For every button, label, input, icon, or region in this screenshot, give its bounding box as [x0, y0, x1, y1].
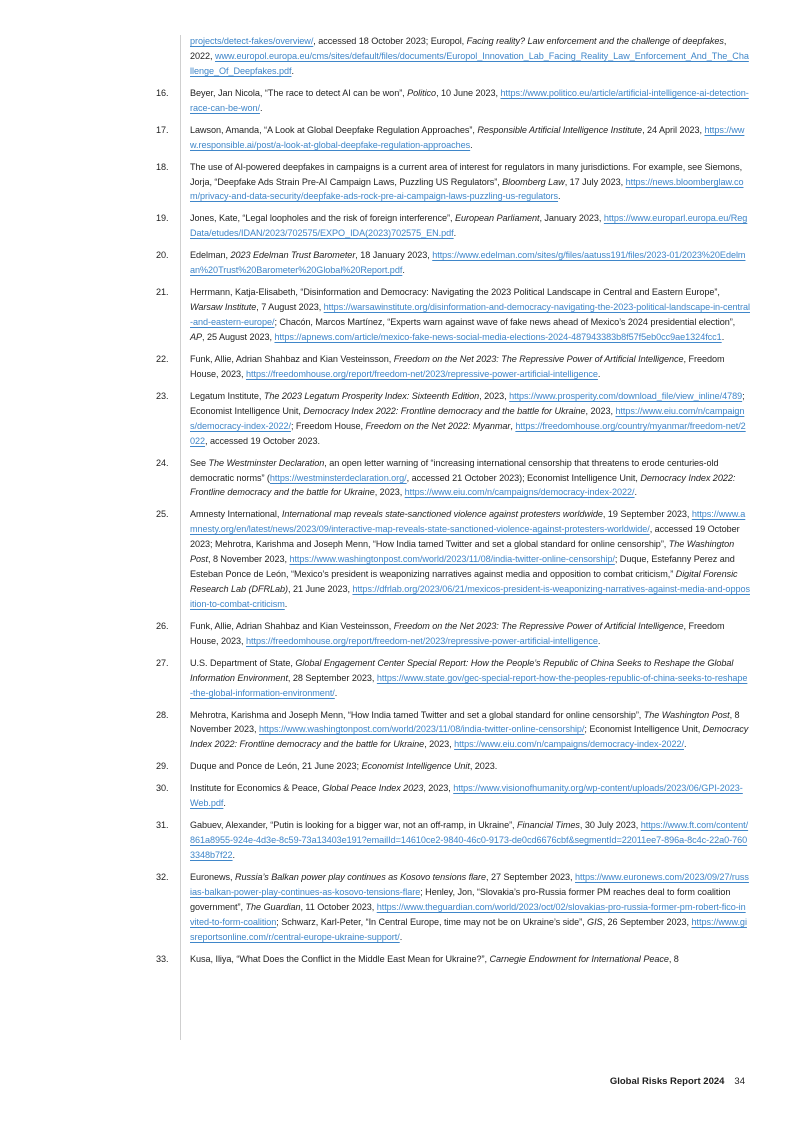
citation-text: Edelman, [190, 250, 231, 261]
reference-link[interactable]: projects/detect-fakes/overview/ [190, 36, 314, 46]
citation-text: ; Freedom House, [290, 420, 366, 431]
reference-link[interactable]: https://www.ft.com/content/861a8955-924e-4d3e-8c59-73a13403e191?emailId=14610ce2-9840-46c0-9173-de0cd6676cbf&segmentId=22011ee7-896a-8c4c-22a0-7603348b7f22 [190, 820, 749, 861]
endnote-text [190, 656, 750, 701]
reference-link[interactable]: https://www.gisreportsonline.com/r/central-europe-ukraine-support/ [190, 916, 747, 942]
citation-text: , 2023, [479, 390, 510, 401]
report-title: Global Risks Report 2024 [609, 1076, 725, 1087]
endnote [150, 708, 750, 753]
citation-text: Kusa, Iliya, “What Does the Conflict in the Middle East Mean for Ukraine?”, [190, 953, 490, 964]
source-title: Warsaw Institute [190, 302, 257, 313]
source-title: The 2023 Legatum Prosperity Index: Sixteenth Edition [263, 390, 480, 401]
citation-text: , January 2023, [539, 213, 604, 224]
source-title: Financial Times [517, 820, 580, 831]
endnote [150, 781, 750, 811]
citation-text: , 8 November 2023, [208, 554, 290, 565]
endnote [150, 507, 750, 611]
citation-text: , accessed 18 October 2023; Europol, [313, 36, 467, 46]
source-title: The Washington Post [643, 709, 730, 720]
citation-text: . [223, 798, 226, 809]
citation-text: Lawson, Amanda, “A Look at Global Deepfake Regulation Approaches”, [190, 124, 478, 135]
reference-link[interactable]: https://www.washingtonpost.com/world/2023/11/08/india-twitter-online-censorship/ [289, 554, 615, 565]
reference-link[interactable]: https://www.responsible.ai/post/a-look-at-global-deepfake-regulation-approaches [190, 124, 745, 150]
citation-text: Amnesty International, [190, 509, 282, 520]
citation-text: . [284, 598, 288, 609]
endnote-text [190, 352, 750, 382]
citation-text: . [399, 931, 403, 942]
citation-text: . [683, 739, 687, 750]
citation-text: The use of AI-powered deepfakes in campaigns is a current area of interest for regulators in many jurisdictions. For example, see Siemons, Jorja, “Deepfake Ads Strain Pre-AI Campaign Laws, Puzzling US Regulators”, [190, 161, 743, 187]
citation-text: , 7 August 2023, [256, 302, 324, 313]
reference-link[interactable]: https://www.eiu.com/n/campaigns/democracy-index-2022/ [404, 487, 635, 498]
endnote-number: 17. [156, 124, 169, 135]
endnote-number: 30. [156, 783, 169, 794]
citation-text: Beyer, Jan Nicola, “The race to detect AI can be won”, [190, 87, 408, 98]
endnote-text [190, 160, 750, 205]
endnote [150, 870, 750, 945]
reference-link[interactable]: https://www.eiu.com/n/campaigns/democracy-index-2022/ [190, 405, 745, 431]
citation-text: , accessed 21 October 2023); Economist Intelligence Unit, [406, 472, 641, 483]
endnote-text [190, 34, 750, 79]
endnote-number: 33. [156, 953, 169, 964]
citation-text: , 8 [668, 953, 679, 964]
reference-link[interactable]: https://www.politico.eu/article/artificial-intelligence-ai-detection-race-can-be-won/ [190, 87, 749, 113]
endnote [150, 86, 750, 116]
citation-text: , 27 September 2023, [486, 872, 575, 883]
citation-text: . [453, 228, 457, 239]
citation-text: , 17 July 2023, [564, 176, 626, 187]
reference-link[interactable]: https://freedomhouse.org/country/myanmar/freedom-net/2022 [190, 420, 746, 446]
reference-link[interactable]: https://www.eiu.com/n/campaigns/democracy-index-2022/ [454, 739, 684, 750]
source-title: European Parliament [454, 213, 540, 224]
endnote [150, 952, 750, 967]
source-title: The Westminster Declaration [208, 457, 325, 468]
reference-link[interactable]: https://www.euronews.com/2023/09/27/russias-balkan-power-play-continues-as-kosovo-tensions-flare [190, 872, 749, 897]
endnote-text [190, 456, 750, 501]
endnote-number: 18. [156, 161, 169, 172]
citation-text: , 25 August 2023, [202, 331, 275, 342]
endnote-number: 16. [156, 87, 169, 98]
reference-link[interactable]: https://www.amnesty.org/en/latest/news/2023/09/interactive-map-reveals-state-sanctioned-violence-against-protesters-worldwide/ [190, 509, 746, 535]
citation-text: , 2022, [190, 36, 727, 61]
citation-text: Funk, Allie, Adrian Shahbaz and Kian Vesteinsson, [190, 353, 394, 364]
endnote-number: 26. [156, 620, 169, 631]
endnotes-list [150, 34, 750, 974]
citation-text: , 28 September 2023, [287, 672, 377, 683]
endnote [150, 456, 750, 501]
source-title: Freedom on the Net 2023: The Repressive Power of Artificial Intelligence [393, 353, 684, 364]
source-title: Russia’s Balkan power play continues as Kosovo tensions flare [235, 872, 487, 883]
reference-link[interactable]: https://www.prosperity.com/download_file/view_inline/4789 [509, 390, 743, 401]
citation-text: . [470, 139, 473, 150]
endnote-number: 21. [156, 287, 169, 298]
endnote-text [190, 759, 750, 774]
source-title: Democracy Index 2022: Frontline democracy and the battle for Ukraine [190, 724, 749, 750]
endnote-number: 19. [156, 213, 169, 224]
endnote [150, 123, 750, 153]
citation-text: ; Economist Intelligence Unit, [584, 724, 703, 735]
reference-link[interactable]: https://news.bloomberglaw.com/privacy-and-data-security/deepfake-ads-rock-pre-ai-campaign-laws-puzzling-us-regulators [190, 176, 744, 202]
citation-text: , 2023, [585, 405, 616, 416]
endnote-number: 22. [156, 353, 169, 364]
citation-text: See [190, 457, 209, 468]
endnote-number: 25. [156, 509, 169, 520]
citation-text: ; Henley, Jon, “Slovakia’s pro-Russia former PM reaches deal to form coalition government”, [190, 887, 731, 912]
citation-text: , 2023. [469, 761, 498, 772]
page-number: 34 [734, 1076, 745, 1087]
endnote [150, 389, 750, 449]
endnote-number: 31. [156, 820, 169, 831]
citation-text: . [259, 102, 263, 113]
reference-link[interactable]: https://www.state.gov/gec-special-report-how-the-peoples-republic-of-china-seeks-to-reshape-the-global-information-environment/ [190, 672, 748, 698]
citation-text: Mehrotra, Karishma and Joseph Menn, “How India tamed Twitter and set a global standard for online censorship”, [190, 709, 644, 720]
endnote-text [190, 781, 750, 811]
endnote-number: 20. [156, 250, 169, 261]
reference-link[interactable]: https://freedomhouse.org/report/freedom-net/2023/repressive-power-artificial-intelligence [245, 368, 598, 379]
endnote-text [190, 870, 750, 945]
endnote-text [190, 952, 750, 967]
reference-link[interactable]: https://warsawinstitute.org/disinformation-and-democracy-navigating-the-2023-political-landscape-in-central-and-eastern-europe/ [190, 302, 750, 328]
endnote [150, 248, 750, 278]
citation-text: , 21 June 2023, [288, 583, 353, 594]
citation-text: , 30 July 2023, [579, 820, 641, 831]
source-title: The Washington Post [190, 539, 735, 565]
source-title: Politico [407, 87, 437, 98]
endnote-text [190, 389, 750, 449]
source-title: Global Engagement Center Special Report: How the People’s Republic of China Seeks to Reshape the Global Information Environment [190, 657, 734, 683]
endnote-text [190, 708, 750, 753]
source-title: Democracy Index 2022: Frontline democracy and the battle for Ukraine [190, 472, 736, 498]
citation-text: U.S. Department of State, [190, 657, 296, 668]
endnote [150, 34, 750, 79]
endnote-text [190, 248, 750, 278]
reference-link[interactable]: https://www.visionofhumanity.org/wp-content/uploads/2023/06/GPI-2023-Web.pdf [190, 783, 743, 809]
citation-text: , 11 October 2023, [300, 901, 377, 912]
citation-text: , 8 November 2023, [190, 709, 740, 735]
source-title: Global Peace Index 2023 [322, 783, 424, 794]
endnote-number: 27. [156, 657, 169, 668]
citation-text: , 19 September 2023, [602, 509, 692, 520]
source-title: GIS [587, 916, 603, 927]
endnote-text [190, 211, 750, 241]
reference-link[interactable]: https://www.edelman.com/sites/g/files/aatuss191/files/2023-01/2023%20Edelman%20Trust%20Barometer%20Global%20Report.pdf [190, 250, 746, 276]
endnote [150, 818, 750, 863]
citation-text: , 2023, [424, 739, 455, 750]
endnote-text [190, 619, 750, 649]
reference-link[interactable]: https://dfrlab.org/2023/06/21/mexicos-president-is-weaponizing-narratives-against-media-and-opposition-to-combat-criticism [190, 583, 750, 609]
source-title: Digital Forensic Research Lab (DFRLab) [190, 569, 738, 594]
citation-text: . [597, 635, 601, 646]
citation-text: , Freedom House, 2023, [190, 620, 725, 646]
citation-text: , 2023, [374, 487, 405, 498]
reference-link[interactable]: https://www.europarl.europa.eu/RegData/etudes/IDAN/2023/702575/EXPO_IDA(2023)702575_EN.pdf [190, 213, 748, 239]
citation-text: . [334, 687, 338, 698]
citation-text: , 24 April 2023, [642, 124, 705, 135]
endnote [150, 285, 750, 345]
source-title: International map reveals state-sanctioned violence against protesters worldwide [281, 509, 603, 520]
endnote-text [190, 818, 750, 863]
source-title: Economist Intelligence Unit [361, 761, 470, 772]
citation-text: ; Chacón, Marcos Martínez, “Experts warn against wave of fake news ahead of Mexico’s 2024 presidential election”, [274, 317, 736, 328]
citation-text: , accessed 19 October 2023; Mehrotra, Karishma and Joseph Menn, “How India tamed Twitter and set a global standard for online censorship”, [190, 524, 740, 550]
endnote [150, 619, 750, 649]
endnote [150, 656, 750, 701]
source-title: Facing reality? Law enforcement and the challenge of deepfakes [466, 36, 724, 46]
source-title: Democracy Index 2022: Frontline democracy and the battle for Ukraine [303, 405, 586, 416]
endnote-number: 24. [156, 457, 169, 468]
source-title: Carnegie Endowment for International Peace [489, 953, 669, 964]
source-title: Freedom on the Net 2023: The Repressive Power of Artificial Intelligence [393, 620, 684, 631]
source-title: Responsible Artificial Intelligence Institute [477, 124, 643, 135]
citation-text: , accessed 19 October 2023. [205, 435, 320, 446]
endnote-number: 28. [156, 709, 169, 720]
citation-text: Funk, Allie, Adrian Shahbaz and Kian Vesteinsson, [190, 620, 394, 631]
citation-text: ; Schwarz, Karl-Peter, “In Central Europe, time may not be on Ukraine’s side”, [276, 916, 588, 927]
citation-text: . [634, 487, 638, 498]
source-title: The Guardian [245, 901, 301, 912]
reference-link[interactable]: https://westminsterdeclaration.org/ [269, 472, 407, 483]
reference-link[interactable]: www.europol.europa.eu/cms/sites/default/files/documents/Europol_Innovation_Lab_Facing_Reality_Law_Enforcement_And_The_Challenge_Of_Deepfakes.pdf [190, 50, 749, 76]
citation-text: Jones, Kate, “Legal loopholes and the risk of foreign interference”, [190, 213, 455, 224]
citation-text: ; Economist Intelligence Unit, [190, 390, 745, 416]
reference-link[interactable]: https://freedomhouse.org/report/freedom-net/2023/repressive-power-artificial-intelligence [245, 635, 598, 646]
source-title: AP [190, 331, 203, 342]
source-title: Freedom on the Net 2022: Myanmar [365, 420, 511, 431]
citation-text: Euronews, [190, 872, 235, 883]
reference-link[interactable]: https://www.theguardian.com/world/2023/oct/02/slovakias-pro-russia-former-pm-robert-fico-invited-to-form-coalition [190, 901, 746, 927]
endnote [150, 759, 750, 774]
citation-text: , 26 September 2023, [602, 916, 692, 927]
citation-text: . [597, 368, 601, 379]
citation-text: Duque and Ponce de León, 21 June 2023; [190, 761, 362, 772]
endnote-number: 29. [156, 761, 169, 772]
citation-text: Herrmann, Katja-Elisabeth, “Disinformation and Democracy: Navigating the 2023 Political Landscape in Central and Eastern Europe”, [190, 287, 720, 298]
endnote-text [190, 123, 750, 153]
source-title: Bloomberg Law [502, 176, 565, 187]
endnote-text [190, 285, 750, 345]
endnote-text [190, 507, 750, 611]
citation-text: Legatum Institute, [190, 390, 264, 401]
endnote-number: 32. [156, 872, 169, 883]
endnote-text [190, 86, 750, 116]
citation-text: Institute for Economics & Peace, [190, 783, 323, 794]
citation-text: . [558, 191, 561, 202]
endnote [150, 160, 750, 205]
citation-text: , Freedom House, 2023, [190, 353, 725, 379]
citation-text: Gabuev, Alexander, “Putin is looking for a bigger war, not an off-ramp, in Ukraine”, [190, 820, 518, 831]
citation-text: , 18 January 2023, [355, 250, 433, 261]
page-footer [610, 1076, 745, 1087]
citation-text: . [721, 331, 725, 342]
citation-text: . [291, 65, 294, 76]
endnote-number: 23. [156, 390, 169, 401]
citation-text: , [510, 420, 516, 431]
citation-text: , 2023, [423, 783, 454, 794]
reference-link[interactable]: https://www.washingtonpost.com/world/2023/11/08/india-twitter-online-censorship/ [259, 724, 585, 735]
citation-text: . [232, 850, 236, 861]
endnote [150, 211, 750, 241]
citation-text: , 10 June 2023, [436, 87, 501, 98]
citation-text: ; Duque, Estefanny Perez and Esteban Ponce de León, “Mexico’s president is weaponizing narratives against media and opposition to combat criticism,” [190, 554, 735, 580]
reference-link[interactable]: https://apnews.com/article/mexico-fake-news-social-media-elections-2024-487943383b8f57f5eb0cc9ae1324fcc1 [274, 331, 722, 342]
source-title: 2023 Edelman Trust Barometer [230, 250, 356, 261]
citation-text: , an open letter warning of “increasing international censorship that threatens to erode centuries-old democratic norms” ( [190, 457, 719, 483]
endnote [150, 352, 750, 382]
citation-text: . [402, 265, 405, 276]
